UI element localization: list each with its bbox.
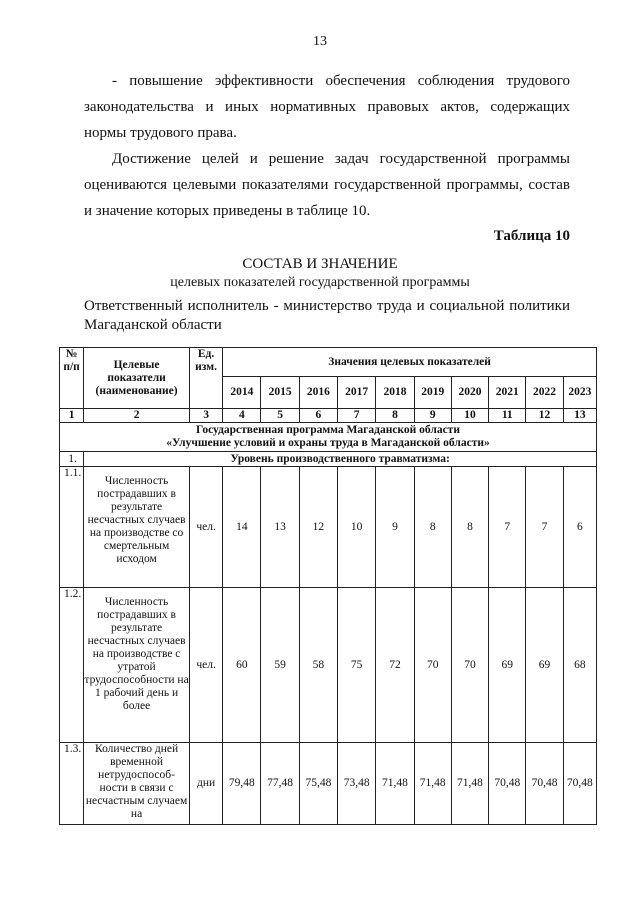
header-year: 2019 <box>414 377 451 409</box>
row-value: 71,48 <box>451 743 488 825</box>
header-year: 2023 <box>563 377 596 409</box>
row-num: 1.1. <box>60 467 84 588</box>
row-name: Численность пострадавших в результате несчастных случаев на производстве со смертельным исходом <box>84 467 190 588</box>
row-value: 7 <box>526 467 563 588</box>
program-title <box>60 423 597 452</box>
table-row <box>60 467 597 588</box>
row-value: 6 <box>563 467 596 588</box>
row-value: 79,48 <box>223 743 261 825</box>
row-value: 58 <box>299 588 337 743</box>
header-year: 2015 <box>261 377 299 409</box>
row-value: 60 <box>223 588 261 743</box>
header-name: Целевые показатели (наименование) <box>84 348 190 409</box>
row-value: 7 <box>489 467 526 588</box>
row-value: 8 <box>414 467 451 588</box>
program-title-line-1: Государственная программа Магаданской области <box>196 424 460 436</box>
column-number: 13 <box>563 409 596 423</box>
paragraph-2-line-2: оцениваются целевыми показателями государственной программы, состав <box>84 177 570 193</box>
paragraph-1 <box>84 68 570 146</box>
header-year: 2018 <box>376 377 414 409</box>
page-number: 13 <box>313 34 327 49</box>
row-value: 73,48 <box>338 743 376 825</box>
paragraph-2-line-3: и значение которых приведены в таблице 10. <box>84 203 371 219</box>
row-value: 69 <box>526 588 563 743</box>
paragraph-1-line-3: нормы трудового права. <box>84 125 237 141</box>
paragraph-1-line-1: - повышение эффективности обеспечения соблюдения трудового <box>112 73 570 89</box>
header-unit: Ед. изм. <box>189 348 222 409</box>
header-values: Значения целевых показателей <box>223 348 597 377</box>
header-year: 2022 <box>526 377 563 409</box>
row-value: 59 <box>261 588 299 743</box>
column-number: 6 <box>299 409 337 423</box>
column-number: 8 <box>376 409 414 423</box>
row-value: 69 <box>489 588 526 743</box>
row-value: 77,48 <box>261 743 299 825</box>
paragraph-1-line-2: законодательства и иных нормативных правовых актов, содержащих <box>84 99 570 115</box>
row-unit: чел. <box>189 588 222 743</box>
column-number: 7 <box>338 409 376 423</box>
header-num: № п/п <box>60 348 84 409</box>
column-number: 12 <box>526 409 563 423</box>
row-num: 1.3. <box>60 743 84 825</box>
row-value: 71,48 <box>376 743 414 825</box>
column-numbers-row <box>60 409 597 423</box>
row-value: 13 <box>261 467 299 588</box>
responsible-line-2: Магаданской области <box>84 317 222 333</box>
table-subtitle: целевых показателей государственной программы <box>170 275 470 290</box>
paragraph-2 <box>84 146 570 224</box>
header-year: 2021 <box>489 377 526 409</box>
row-value: 70,48 <box>489 743 526 825</box>
column-number: 10 <box>451 409 488 423</box>
row-value: 10 <box>338 467 376 588</box>
row-unit: дни <box>189 743 222 825</box>
row-value: 68 <box>563 588 596 743</box>
row-value: 70 <box>451 588 488 743</box>
section-title: Уровень производственного травматизма: <box>84 452 597 467</box>
row-value: 75 <box>338 588 376 743</box>
table-row <box>60 588 597 743</box>
header-year: 2020 <box>451 377 488 409</box>
column-number: 4 <box>223 409 261 423</box>
column-number: 2 <box>84 409 190 423</box>
row-value: 14 <box>223 467 261 588</box>
row-value: 71,48 <box>414 743 451 825</box>
responsible-executor <box>84 297 570 335</box>
program-title-line-2: «Улучшение условий и охраны труда в Магаданской области» <box>166 437 490 449</box>
column-number: 11 <box>489 409 526 423</box>
column-number: 3 <box>189 409 222 423</box>
row-unit: чел. <box>189 467 222 588</box>
row-value: 12 <box>299 467 337 588</box>
column-number: 5 <box>261 409 299 423</box>
row-name: Количество дней временной нетрудоспособ-ности в связи с несчастным случаем на <box>84 743 190 825</box>
row-name: Численность пострадавших в результате несчастных случаев на производстве с утратой трудоспособности на 1 рабочий день и более <box>84 588 190 743</box>
row-value: 9 <box>376 467 414 588</box>
paragraph-2-line-1: Достижение целей и решение задач государственной программы <box>112 151 570 167</box>
table-label: Таблица 10 <box>493 228 570 244</box>
row-value: 8 <box>451 467 488 588</box>
row-value: 70,48 <box>563 743 596 825</box>
table-title: СОСТАВ И ЗНАЧЕНИЕ <box>242 256 398 272</box>
row-value: 70 <box>414 588 451 743</box>
row-num: 1.2. <box>60 588 84 743</box>
table-row <box>60 743 597 825</box>
column-number: 9 <box>414 409 451 423</box>
column-number: 1 <box>60 409 84 423</box>
header-year: 2017 <box>338 377 376 409</box>
header-year: 2014 <box>223 377 261 409</box>
row-value: 70,48 <box>526 743 563 825</box>
row-value: 75,48 <box>299 743 337 825</box>
indicators-table <box>59 347 597 825</box>
row-value: 72 <box>376 588 414 743</box>
section-num: 1. <box>60 452 84 467</box>
header-year: 2016 <box>299 377 337 409</box>
responsible-line-1: Ответственный исполнитель - министерство труда и социальной политики <box>84 298 570 314</box>
